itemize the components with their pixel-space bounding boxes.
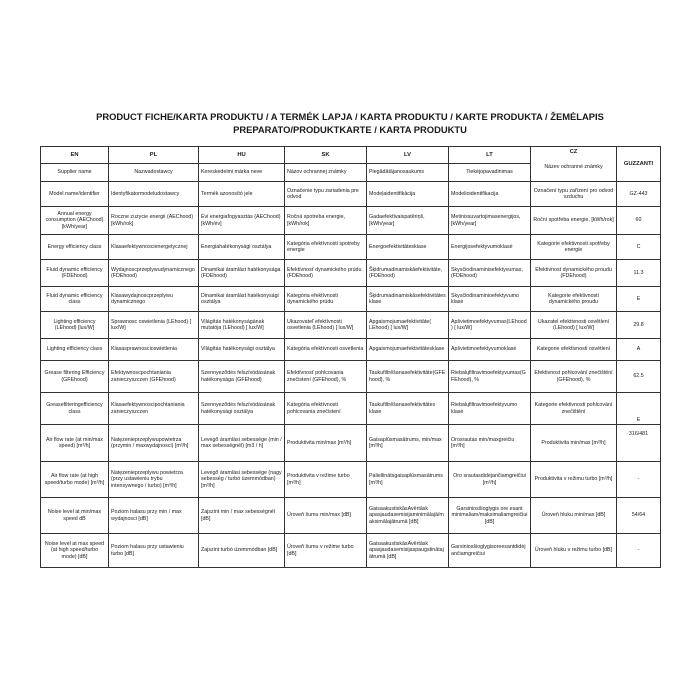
row-1-hu: Termék azonosító jele [199,182,285,207]
row-10-sk: Produktivita min/max [m³/h] [285,425,367,462]
table-row [41,393,661,425]
row-5-hu: Dinamikai áramlást hatékonysági osztálya [199,287,285,312]
row-3-pl: Klasaefektywnoscienergetycznej [109,235,199,260]
row-11-lt: Oro srautasdidėjančiamgreičiui [m³/h] [449,462,531,498]
row-5-lt: Skysčiodinaminioefektyvumo klasė [449,287,531,312]
row-8-hu: Szennyeződés felszívódásának hatékonysága (GFEhood) [199,361,285,393]
row-13-cz: Úroveň hluku v režimu turbo [dB] [531,534,617,568]
header-lt: LT [449,147,531,164]
row-6-value: 29.8 [617,312,661,339]
row-7-en: Lighting efficiency class [41,339,109,361]
row-0-sk: Názov ochrannej známky [285,164,367,182]
row-0-lt: Tiekėjopavadinimas [449,164,531,182]
product-fiche-table [40,146,661,568]
row-4-lv: Šķidrumadinamiskāefektivitāte, (FDEhood) [367,260,449,287]
row-9-sk: Kategória efektívnosti pohlcovania znečistení [285,393,367,425]
row-4-cz: Efektivnost dynamického proudu (FDEhood) [531,260,617,287]
row-12-lt: Garsiniosšioglygis ore esant minimaliam/maksimaliamgreičiui [dB] [449,498,531,534]
row-6-hu: Világítás hatékonyságának mutatója (LEhood) [ lux/W] [199,312,285,339]
brand-name: GUZZANTI [617,147,661,182]
table-row [41,260,661,287]
row-5-sk: Kategória efektívnosti dynamického prúdu [285,287,367,312]
row-13-sk: Úroveň šumu v režime turbo [dB] [285,534,367,568]
row-8-pl: Efektywnoscpochtaniania zanieczyszczen (GFEhood) [109,361,199,393]
row-10-lv: Gaisaplūsmasātrums, min/max [m³/h] [367,425,449,462]
row-2-hu: Évi energiafogyasztás (AEChood) [kWh/év] [199,207,285,235]
row-13-hu: Zajszint turbó üzemmódban [dB] [199,534,285,568]
row-13-lv: GaisaakustiskāsAvērtāsk apasjaudasemisijaspaugstinātajātrumā [dB] [367,534,449,568]
row-0-pl: Nazwadostawcy [109,164,199,182]
row-6-pl: Sprawnosc oswietlenia (LEhood) [ lux/W] [109,312,199,339]
row-2-lv: Gadaefektīvaispatēriņš, [kWh/year] [367,207,449,235]
row-6-cz: Ukazatel efektivnosti osvětlení (LEhood) [ lux/W] [531,312,617,339]
row-4-sk: Efektívnosť dynamického prúdu (FDEhood) [285,260,367,287]
row-13-value: - [617,534,661,568]
row-2-value: 60 [617,207,661,235]
row-12-cz: Úroveň hluku min/max [dB] [531,498,617,534]
table-row [41,312,661,339]
row-2-pl: Roczne zuzycie energii (AEChood) [kWh/rok] [109,207,199,235]
header-cz [531,147,617,182]
row-6-lv: Apgaismojumaefektivitāte( LEhood) [ lux/W] [367,312,449,339]
row-3-hu: Energiahatékonysági osztálya [199,235,285,260]
row-3-en: Energy efficiency class [41,235,109,260]
header-cz-sub: Název ochranné známky [544,164,603,171]
row-3-sk: Kategória efektívnosti spotreby energie [285,235,367,260]
row-5-value: E [617,287,661,312]
row-12-value: 54/64 [617,498,661,534]
row-9-en: Greasefilteringefficiency class [41,393,109,425]
row-12-pl: Poziom halasu przy min / max wydajnosci [dB] [109,498,199,534]
row-8-en: Grease filtering Efficiency (GFEhood) [41,361,109,393]
row-11-lv: Paliellinātsgaisaplūsmasātrums [m³/h] [367,462,449,498]
row-5-pl: Klasawydajnoscprzeplywu dynamicznego [109,287,199,312]
table-row [41,235,661,260]
row-3-cz: Kategorie efektivnosti spotřeby energie [531,235,617,260]
header-pl: PL [109,147,199,164]
row-8-lv: Taukufiltrēšanasefektivitāte(GFEhood), % [367,361,449,393]
row-8-sk: Efektívnosť pohlcovania znečistení (GFEhood), % [285,361,367,393]
row-7-hu: Világítás hatékonysági osztálya [199,339,285,361]
row-7-lt: Apšvietimoefektyvumoklasė [449,339,531,361]
row-6-lt: Apšvietimoefektyvumas(LEhood) [ lux/W] [449,312,531,339]
row-1-lt: Modelioidentifikacija [449,182,531,207]
row-1-lv: Modeļaidentifikācija [367,182,449,207]
row-9-cz: Kategorie efektivnosti pohlcování znečištění [531,393,617,425]
row-11-en: Air flow rate (at high speed/turbo mode) [m³/h] [41,462,109,498]
row-4-lt: Skysčiodinaminisefektyvumas, (FDEhood) [449,260,531,287]
row-11-value: - [617,462,661,498]
table-row [41,462,661,498]
table-row [41,287,661,312]
row-13-lt: Garsiniosšioglygisoreesantdidėjančiamgreičiui [449,534,531,568]
row-13-en: Noise level at max speed (at high speed/turbo mode) [dB] [41,534,109,568]
row-7-cz: Kategorie efektivnosti osvětlení [531,339,617,361]
row-8-lt: Riebalųfiltravimoefektyvumas(GFEhood), % [449,361,531,393]
row-0-en: Supplier name [41,164,109,182]
row-10-value: 316/481 [617,425,661,462]
table-row [41,207,661,235]
row-7-sk: Kategória efektívnosti osvetlenia [285,339,367,361]
row-12-en: Noise level at min/max speed dB [41,498,109,534]
row-11-hu: Levegő áramlási sebessége (nagy sebesség / turbó üzemmódban) [m³/h] [199,462,285,498]
row-12-sk: Úroveň šumu min/max [dB] [285,498,367,534]
row-7-pl: Klasasprawnoscioswietlenia [109,339,199,361]
row-13-pl: Poziom halasu przy ustawieniu turbo [dB] [109,534,199,568]
row-1-cz: Označení typu zařízení pro odvod vzduchu [531,182,617,207]
document-title: PRODUCT FICHE/KARTA PRODUKTU / A TERMÉK LAPJA / KARTA PRODUKTU / KARTE PRODUKTA / ŽEMĖLAPIS PREPARATO/PRODUKTKARTE / KARTA PRODUKTU [96,111,604,135]
row-8-value: 62.5 [617,361,661,393]
row-12-lv: GaisaakustiskāsAvērtāsk apasjaudasemisijaminimālajā/maksimālajātrumā [dB] [367,498,449,534]
row-5-lv: Šķidrumadinamiskāsefektivitātesklase [367,287,449,312]
table-row [41,339,661,361]
row-9-lt: Riebalųfiltravimoefektyvumo klasė [449,393,531,425]
row-2-sk: Ročná spotreba energie, [kWh/rok] [285,207,367,235]
table-row [41,498,661,534]
row-10-cz: Produktivita min/max [m³/h] [531,425,617,462]
row-9-lv: Taukufiltrēšanasefektivitātes klase [367,393,449,425]
row-9-hu: Szennyeződés felszívódásának hatékonysági osztálya [199,393,285,425]
row-8-cz: Efektivnost pohlcování znečištění (GFEhood), % [531,361,617,393]
row-0-hu: Kereskedelmi márka neve [199,164,285,182]
row-10-en: Air flow rate (at min/max speed) [m³/h] [41,425,109,462]
row-10-hu: Levegő áramlási sebessége (min / max sebességnél) [m3 / h] [199,425,285,462]
row-11-pl: Natęzenieprzeplywu powietrza (przy ustawieniu trybu intensywnego / turbo) [m³/h] [109,462,199,498]
row-1-en: Model name/identifier [41,182,109,207]
row-9-value: E [617,393,661,425]
row-10-lt: Orosrautas min/maxgreičiu [m³/h] [449,425,531,462]
header-lv: LV [367,147,449,164]
row-12-hu: Zajszint min / max sebességnél [dB] [199,498,285,534]
row-3-lv: Energoefektivitātesklase [367,235,449,260]
row-10-pl: Natęzenieprzeplywupowietrza (przymin / maxwydajnosci) [m³/h] [109,425,199,462]
table-row [41,534,661,568]
row-2-cz: Roční spotřeba energie, [kWh/rok] [531,207,617,235]
row-7-value: A [617,339,661,361]
row-0-lv: Piegādātājanosaukums [367,164,449,182]
row-2-en: Annual energy consumption (AEChood) [kWh/year] [41,207,109,235]
row-4-hu: Dinamikai áramlást hatékonysága (FDEhood) [199,260,285,287]
row-3-lt: Energijosefektyvumoklasė [449,235,531,260]
header-cz-label: CZ [569,149,578,155]
row-4-value: 11.3 [617,260,661,287]
row-9-pl: Klasaefektywnoscipochtaniania zanieczyszczen [109,393,199,425]
row-1-sk: Označenie typu zariadenia pre odvod [285,182,367,207]
row-6-en: Lighting efficiency (LEhood) [lux/W] [41,312,109,339]
row-1-pl: Identyfikatormodeludostawcy [109,182,199,207]
row-11-sk: Produktivita v režime turbo [m³/h] [285,462,367,498]
header-row [41,147,661,164]
header-hu: HU [199,147,285,164]
row-5-cz: Kategorie efektivnosti dynamického proudu [531,287,617,312]
row-1-value: GZ-443 [617,182,661,207]
row-4-pl: Wydajnoscprzeplywudynamicznego (FDEhood) [109,260,199,287]
row-6-sk: Ukazovateľ efektívnosti osvetlenia (LEhood) [ lux/W] [285,312,367,339]
row-5-en: Fluid dynamic efficiency class [41,287,109,312]
row-7-lv: Apgaismojumaefektivitātesklase [367,339,449,361]
row-2-lt: Metinissuvartojimasenergijos, [kWh/year] [449,207,531,235]
row-4-en: Fluid dynamic efficiency (FDEhood) [41,260,109,287]
table-row [41,425,661,462]
row-11-cz: Produktivita v režimu turbo [m³/h] [531,462,617,498]
row-3-value: C [617,235,661,260]
table-row [41,361,661,393]
table-row [41,182,661,207]
header-en: EN [41,147,109,164]
header-sk: SK [285,147,367,164]
